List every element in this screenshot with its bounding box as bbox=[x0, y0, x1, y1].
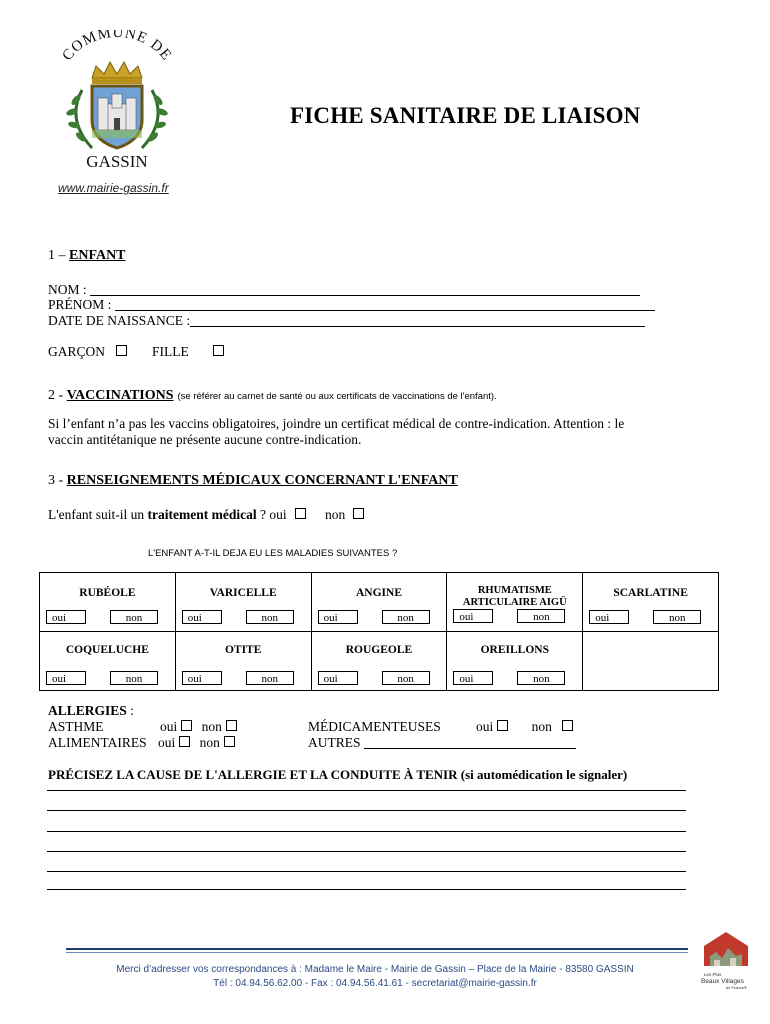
maladie-name: ANGINE bbox=[355, 587, 402, 599]
allergy-detail-line-4[interactable] bbox=[47, 851, 686, 852]
footer-phone-email: Tél : 04.94.56.62.00 - Fax : 04.94.56.41.61 - secretariat@mairie-gassin.fr bbox=[213, 978, 537, 989]
vaccination-note: (se référer au carnet de santé ou aux certificats de vaccinations de l'enfant). bbox=[177, 391, 497, 402]
medicamenteuses-oui-checkbox[interactable] bbox=[497, 720, 508, 731]
footer-contact bbox=[60, 963, 690, 991]
prenom-row bbox=[48, 297, 668, 313]
logo-text-bottom: GASSIN bbox=[86, 152, 148, 171]
vaccination-paragraph bbox=[48, 416, 688, 448]
maladie-name: OTITE bbox=[224, 644, 262, 656]
badge-line-2: Beaux Villages bbox=[701, 978, 744, 985]
non-box[interactable]: non bbox=[110, 610, 158, 624]
plus-beaux-villages-badge bbox=[700, 930, 752, 1000]
medicamenteuses-non-label: non bbox=[531, 719, 552, 734]
allergy-detail-line-5[interactable] bbox=[47, 871, 686, 872]
prenom-label: PRÉNOM : bbox=[48, 297, 115, 312]
date-naissance-field[interactable] bbox=[190, 314, 645, 327]
commune-logo bbox=[52, 30, 182, 175]
alimentaires-oui-checkbox[interactable] bbox=[179, 736, 190, 747]
maladie-name: VARICELLE bbox=[209, 587, 277, 599]
traitement-oui-checkbox[interactable] bbox=[295, 508, 306, 519]
medicamenteuses-non-checkbox[interactable] bbox=[562, 720, 573, 731]
asthme-label: ASTHME bbox=[48, 719, 104, 734]
footer-address: Merci d’adresser vos correspondances à : Madame le Maire - Mairie de Gassin – Place de la Mairie - 83580 GASSIN bbox=[116, 964, 634, 975]
medicamenteuses-row bbox=[308, 719, 441, 735]
traitement-label-bold: traitement médical bbox=[147, 507, 257, 522]
oui-box[interactable]: oui bbox=[182, 610, 222, 624]
asthme-options bbox=[160, 719, 237, 735]
autres-field[interactable] bbox=[364, 736, 576, 749]
maladie-cell-rhumatisme bbox=[447, 573, 583, 632]
asthme-oui-label: oui bbox=[160, 719, 178, 734]
allergies-title: ALLERGIES bbox=[48, 703, 127, 718]
non-box[interactable]: non bbox=[246, 610, 294, 624]
svg-text:COMMUNE DE bbox=[59, 30, 174, 64]
fille-label: FILLE bbox=[152, 344, 189, 359]
section-1-number: 1 – bbox=[48, 248, 69, 263]
maladie-name: RUBÉOLE bbox=[79, 587, 136, 599]
vaccination-paragraph-line-1: Si l’enfant n’a pas les vaccins obligatoires, joindre un certificat médical de contre-indication. Attention : le bbox=[48, 416, 625, 431]
asthme-oui-checkbox[interactable] bbox=[181, 720, 192, 731]
allergies-colon: : bbox=[126, 703, 134, 718]
traitement-row bbox=[48, 507, 364, 523]
footer-divider bbox=[66, 948, 688, 950]
oui-box[interactable]: oui bbox=[46, 671, 86, 685]
oui-box[interactable]: oui bbox=[318, 610, 358, 624]
allergy-detail-line-6[interactable] bbox=[47, 889, 686, 890]
maladie-name-line-1: RHUMATISME bbox=[477, 585, 552, 596]
maladie-name: COQUELUCHE bbox=[65, 644, 149, 656]
alimentaires-non-label: non bbox=[199, 735, 220, 750]
medicamenteuses-options bbox=[476, 719, 573, 735]
non-box[interactable]: non bbox=[517, 671, 565, 685]
non-box[interactable]: non bbox=[517, 609, 565, 623]
autres-row bbox=[308, 735, 576, 751]
asthme-non-checkbox[interactable] bbox=[226, 720, 237, 731]
maladie-cell-rougeole bbox=[311, 632, 447, 691]
gassin-coat-of-arms-icon bbox=[52, 30, 182, 175]
badge-line-1: Les Plus bbox=[704, 972, 722, 977]
traitement-non-checkbox[interactable] bbox=[353, 508, 364, 519]
date-naissance-label: DATE DE NAISSANCE : bbox=[48, 313, 191, 328]
section-3-number: 3 - bbox=[48, 473, 67, 488]
maladie-cell-otite bbox=[175, 632, 311, 691]
non-box[interactable]: non bbox=[382, 671, 430, 685]
section-3-title: RENSEIGNEMENTS MÉDICAUX CONCERNANT L'ENFANT bbox=[66, 473, 458, 488]
section-2-heading bbox=[48, 386, 497, 404]
garcon-option bbox=[48, 344, 127, 360]
allergy-detail-line-1[interactable] bbox=[47, 790, 686, 791]
alimentaires-options bbox=[158, 735, 235, 751]
maladie-cell-angine bbox=[311, 573, 447, 632]
alimentaires-oui-label: oui bbox=[158, 735, 176, 750]
badge-line-3: de France® bbox=[726, 985, 747, 990]
section-1-heading bbox=[48, 248, 126, 264]
oui-box[interactable]: oui bbox=[453, 671, 493, 685]
website-link[interactable]: www.mairie-gassin.fr bbox=[58, 181, 169, 195]
alimentaires-non-checkbox[interactable] bbox=[224, 736, 235, 747]
section-1-title: ENFANT bbox=[69, 248, 126, 263]
maladie-name: ROUGEOLE bbox=[345, 644, 413, 656]
allergies-heading bbox=[48, 703, 134, 719]
section-2-number: 2 - bbox=[48, 388, 67, 403]
table-row bbox=[40, 573, 719, 632]
page-title: FICHE SANITAIRE DE LIAISON bbox=[290, 103, 641, 128]
oui-box[interactable]: oui bbox=[318, 671, 358, 685]
nom-row bbox=[48, 282, 668, 298]
alimentaires-label: ALIMENTAIRES bbox=[48, 735, 147, 750]
maladie-cell-oreillons bbox=[447, 632, 583, 691]
fille-checkbox[interactable] bbox=[213, 345, 224, 356]
alimentaires-row bbox=[48, 735, 147, 751]
medicamenteuses-label: MÉDICAMENTEUSES bbox=[308, 719, 441, 734]
logo-text-top: COMMUNE DE bbox=[59, 30, 175, 64]
plus-beaux-villages-logo-icon bbox=[700, 930, 752, 1000]
precisez-heading: PRÉCISEZ LA CAUSE DE L'ALLERGIE ET LA CONDUITE À TENIR (si automédication le signaler) bbox=[48, 767, 628, 782]
garcon-checkbox[interactable] bbox=[116, 345, 127, 356]
non-box[interactable]: non bbox=[653, 610, 701, 624]
allergy-detail-line-3[interactable] bbox=[47, 831, 686, 832]
oui-box[interactable]: oui bbox=[589, 610, 629, 624]
maladie-name: OREILLONS bbox=[480, 644, 549, 656]
maladie-cell-rubeole bbox=[40, 573, 176, 632]
nom-field[interactable] bbox=[90, 283, 640, 296]
maladie-name bbox=[447, 573, 582, 609]
asthme-row bbox=[48, 719, 104, 735]
fille-option bbox=[152, 344, 224, 360]
asthme-non-label: non bbox=[201, 719, 222, 734]
maladies-question: L'ENFANT A-T-IL DEJA EU LES MALADIES SUIVANTES ? bbox=[148, 548, 398, 559]
maladies-table bbox=[39, 572, 719, 691]
garcon-label: GARÇON bbox=[48, 344, 106, 359]
prenom-field[interactable] bbox=[115, 298, 655, 311]
nom-label: NOM : bbox=[48, 282, 91, 297]
autres-label: AUTRES bbox=[308, 735, 364, 750]
oui-box[interactable]: oui bbox=[182, 671, 222, 685]
maladie-cell-coqueluche bbox=[40, 632, 176, 691]
traitement-non-label: non bbox=[325, 507, 346, 522]
maladie-name: SCARLATINE bbox=[613, 587, 688, 599]
non-box[interactable]: non bbox=[110, 671, 158, 685]
allergy-detail-line-2[interactable] bbox=[47, 810, 686, 811]
table-row bbox=[40, 632, 719, 691]
traitement-label-pre: L'enfant suit-il un bbox=[48, 507, 148, 522]
footer-divider-thin bbox=[66, 952, 688, 953]
medicamenteuses-oui-label: oui bbox=[476, 719, 494, 734]
maladie-cell-scarlatine bbox=[583, 573, 719, 632]
non-box[interactable]: non bbox=[382, 610, 430, 624]
date-naissance-row bbox=[48, 313, 668, 329]
oui-box[interactable]: oui bbox=[46, 610, 86, 624]
maladie-cell-empty bbox=[583, 632, 719, 691]
non-box[interactable]: non bbox=[246, 671, 294, 685]
section-2-title: VACCINATIONS bbox=[66, 388, 174, 403]
vaccination-paragraph-line-2: vaccin antitétanique ne présente aucune contre-indication. bbox=[48, 432, 362, 447]
maladie-cell-varicelle bbox=[175, 573, 311, 632]
oui-box[interactable]: oui bbox=[453, 609, 493, 623]
section-3-heading bbox=[48, 473, 458, 489]
traitement-label-post: ? oui bbox=[256, 507, 287, 522]
maladie-name-line-2: ARTICULAIRE AIGÜ bbox=[462, 597, 567, 608]
